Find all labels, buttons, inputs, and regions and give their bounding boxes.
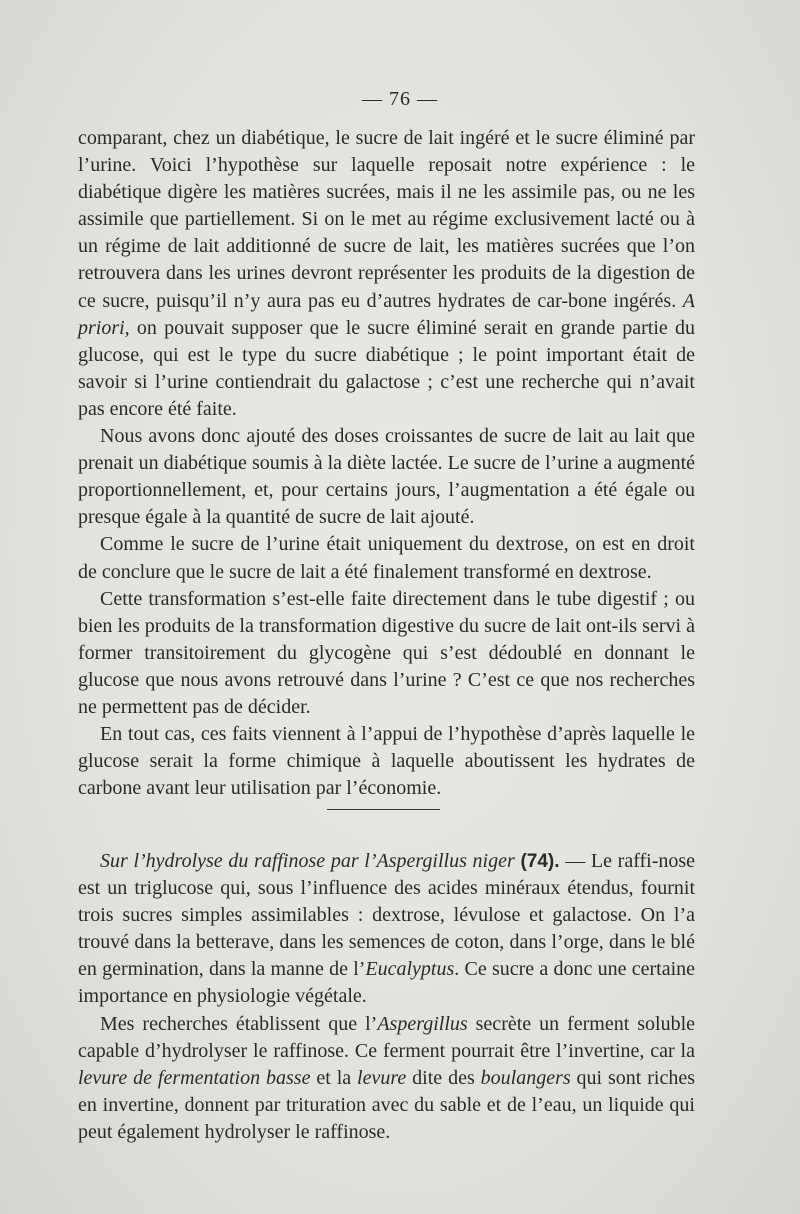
page-number: — 76 — — [362, 88, 438, 110]
paragraph-5: En tout cas, ces faits viennent à l’appui de l’hypothèse d’après laquelle le glucose serait la forme chimique à laquelle aboutissent les hydrates de carbone avant leur utilisation par l’économie. — [78, 723, 695, 800]
section-2-paragraph-1-text: — Le raffi-nose est un triglucose qui, sous l’influence des acides minéraux étendus, fournit trois sucres simples assimilables : dextrose, lévulose et galactose. On l’a trouvé dans la betterave, dans les semences de coton, dans l’orge, dans le blé en germination, dans la manne de l’ — [78, 850, 696, 981]
paragraph-1-end: on pouvait supposer que le sucre éliminé serait en grande partie du glucose, qui est le type du sucre diabétique ; le point important était de savoir si l’urine contiendrait du galactose ; c’est une recherche qui n’avait pas encore été faite. — [78, 316, 695, 420]
paragraph-2: Nous avons donc ajouté des doses croissantes de sucre de lait au lait que prenait un diabétique soumis à la diète lactée. Le sucre de l’urine a augmenté proportionnellement, et, pour certains jours, l’augmentation a été égale ou presque égale à la quantité de sucre de lait ajouté. — [78, 425, 695, 529]
p2-a: Mes recherches établissent que l’ — [100, 1012, 378, 1035]
text-section-1 — [78, 125, 695, 802]
p2-e: qui sont riches en invertine, donnent par trituration avec du sable et de l’eau, un liquide qui peut également hydrolyser le raffinose. — [78, 1066, 695, 1143]
paragraph-4: Cette transformation s’est-elle faite directement dans le tube digestif ; ou bien les produits de la transformation digestive du sucre de lait ont-ils servi à former transitoirement du glycogène qui s’est dédoublé en donnant le glucose que nous avons retrouvé dans l’urine ? C’est ce que nos recherches ne permettent pas de décider. — [78, 587, 695, 718]
p2-c: et la — [310, 1066, 358, 1089]
section-divider — [327, 809, 440, 810]
section-2-title: Sur l’hydrolyse du raffinose par l’Aspergillus niger — [100, 850, 515, 872]
paragraph-1-italic: A priori, — [78, 289, 695, 339]
p2-b: secrète un ferment soluble capable d’hydrolyser le raffinose. Ce ferment pourrait être l’invertine, car la — [78, 1012, 696, 1062]
section-2-paragraph-1-end: . Ce sucre a donc une certaine importance en physiologie végétale. — [78, 958, 695, 1008]
levure-basse-italic: levure de fermentation basse — [78, 1066, 311, 1089]
paragraph-1 — [78, 125, 695, 423]
reference-number: (74). — [520, 851, 560, 872]
section-2-paragraph-2 — [78, 1011, 695, 1146]
section-2-paragraph-1 — [78, 848, 695, 1011]
paragraph-1-text: comparant, chez un diabétique, le sucre de lait ingéré et le sucre éliminé par l’urine. Voici l’hypothèse sur laquelle reposait notre expérience : le diabétique digère les matières sucrées, mais il ne les assimile pas, ou ne les assimile que partiellement. Si on le met au régime exclusivement lacté ou à un régime de lait additionné de sucre de lait, les matières sucrées que l’on retrouvera dans les urines devront représenter les produits de la digestion de ce sucre, puisqu’il n’y aura pas eu d’autres hydrates de car-bone ingérés. — [78, 127, 695, 312]
levure-italic: levure — [357, 1066, 407, 1089]
p2-d: dite des — [406, 1066, 481, 1089]
eucalyptus-italic: Eucalyptus — [365, 958, 455, 981]
text-section-2 — [78, 848, 695, 1146]
paragraph-3: Comme le sucre de l’urine était uniquement du dextrose, on est en droit de conclure que le sucre de lait a été finalement transformé en dextrose. — [78, 533, 695, 583]
aspergillus-italic: Aspergillus — [377, 1012, 468, 1035]
boulangers-italic: boulangers — [480, 1066, 571, 1089]
